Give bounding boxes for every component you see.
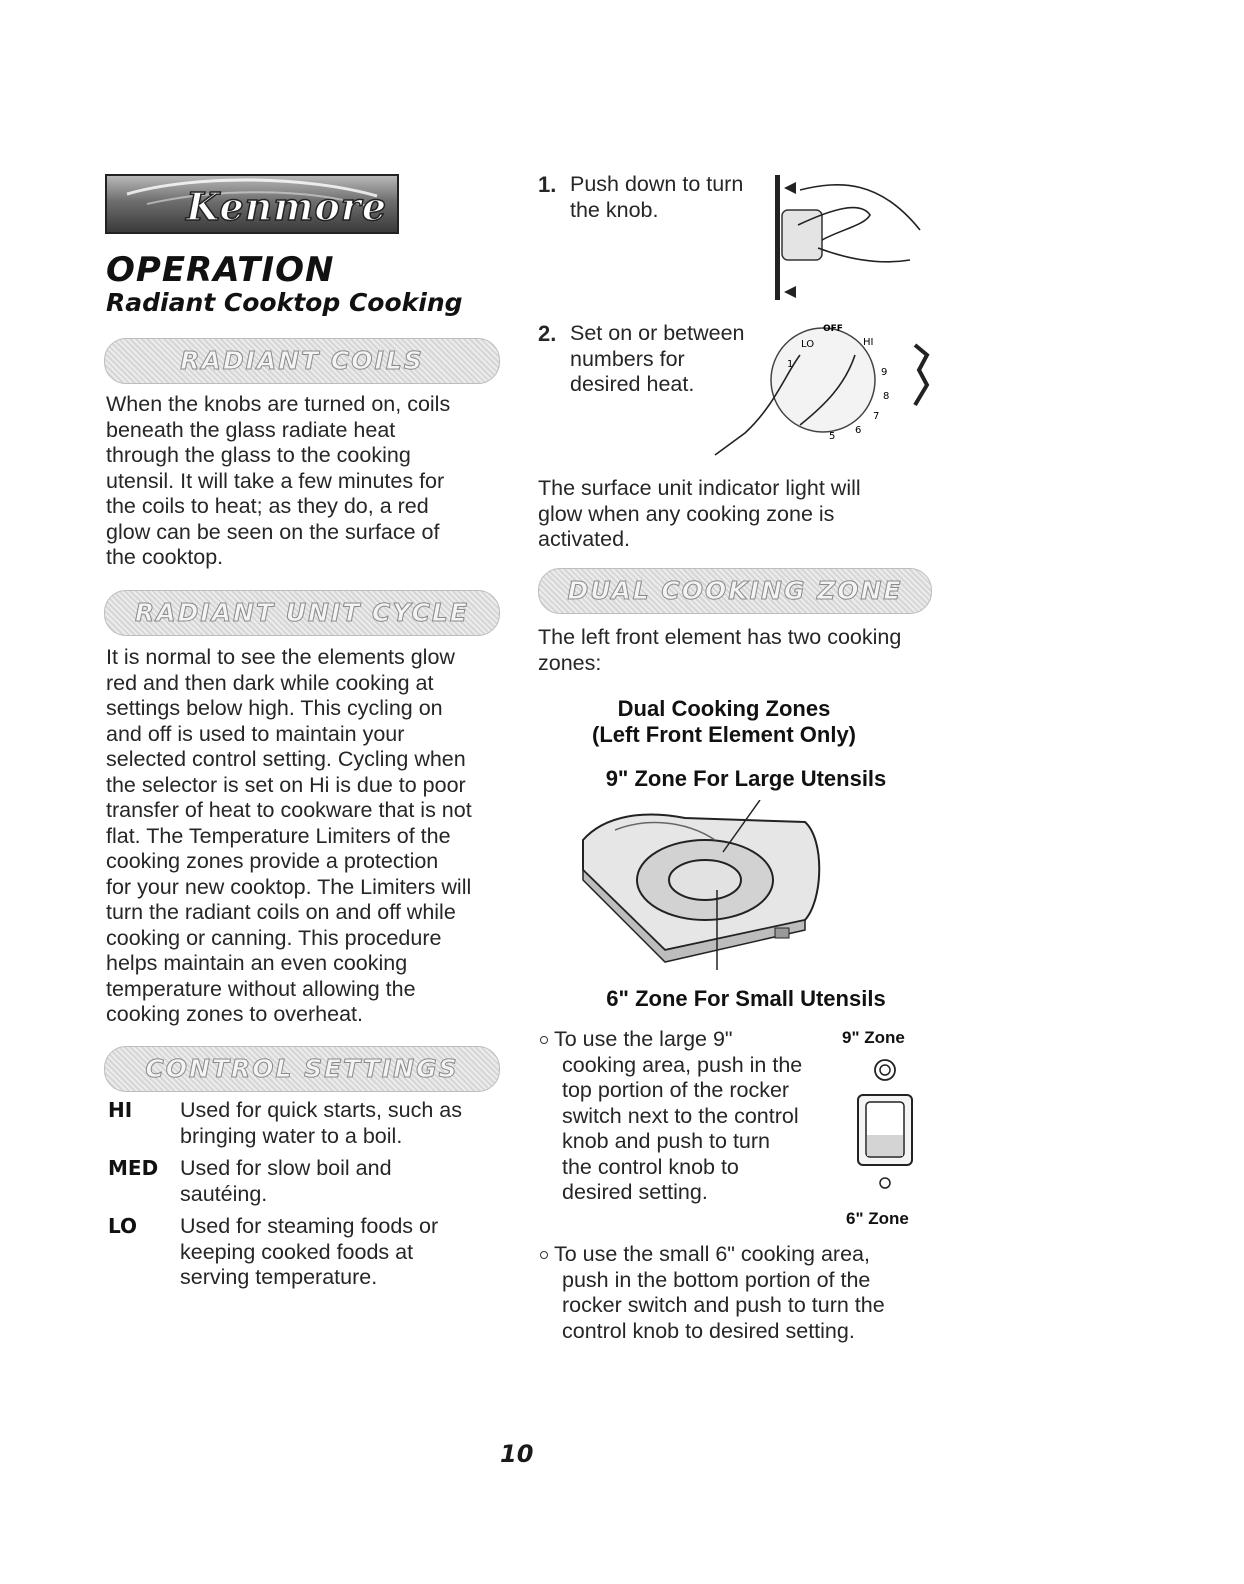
setting-term: MED <box>108 1156 159 1180</box>
knob-label-lo: LO <box>801 339 815 350</box>
small-zone-label: 6" Zone For Small Utensils <box>606 986 886 1011</box>
text-line: the control knob to <box>562 1154 739 1179</box>
text-line: glow when any cooking zone is <box>538 501 835 526</box>
step-number: 1. <box>538 172 557 197</box>
banner-control-settings <box>104 1046 500 1092</box>
push-knob-illustration <box>770 170 935 305</box>
cooktop-element-illustration <box>575 800 835 975</box>
radiant-coils-paragraph <box>106 392 506 571</box>
knob-label-5: 5 <box>829 431 836 442</box>
large-zone-label: 9" Zone For Large Utensils <box>605 766 887 791</box>
dual-zone-title-line2: (Left Front Element Only) <box>592 722 856 747</box>
text-line: serving temperature. <box>180 1265 378 1289</box>
text-line: and off is used to maintain your <box>106 721 405 746</box>
text-line: the knob. <box>570 197 659 222</box>
knob-label-7: 7 <box>873 411 880 422</box>
knob-label-8: 8 <box>883 391 890 402</box>
text-line: utensil. It will take a few minutes for <box>106 468 445 493</box>
banner-radiant-unit-cycle <box>104 590 500 636</box>
banner-radiant-coils-text: RADIANT COILS <box>180 346 424 375</box>
setting-row-lo <box>108 1214 518 1291</box>
text-line: beneath the glass radiate heat <box>106 417 396 442</box>
knob-label-off: OFF <box>823 324 843 334</box>
text-line: top portion of the rocker <box>562 1078 790 1102</box>
text-line: through the glass to the cooking <box>106 443 411 467</box>
text-line: flat. The Temperature Limiters of the <box>106 823 451 848</box>
text-line: It is normal to see the elements glow <box>106 645 455 669</box>
dual-zone-title <box>538 696 910 748</box>
text-line: push in the bottom portion of the <box>562 1267 871 1292</box>
bullet-dot <box>540 1251 548 1259</box>
step-number: 2. <box>538 321 557 346</box>
section-title: OPERATION <box>106 250 335 290</box>
text-line: switch next to the control <box>562 1103 799 1128</box>
text-line: red and then dark while cooking at <box>106 670 434 695</box>
page-subtitle: Radiant Cooktop Cooking <box>106 288 463 317</box>
text-line: helps maintain an even cooking <box>106 951 408 975</box>
knob-label-6: 6 <box>855 425 862 436</box>
bullet-dot <box>540 1036 548 1044</box>
text-line: rocker switch and push to turn the <box>562 1293 885 1317</box>
text-line: transfer of heat to cookware that is not <box>106 798 472 822</box>
text-line: Push down to turn <box>570 172 744 196</box>
text-line: Used for slow boil and <box>180 1156 392 1180</box>
text-line: control knob to desired setting. <box>562 1318 855 1343</box>
text-line: keeping cooked foods at <box>180 1239 414 1264</box>
dual-zone-intro <box>538 625 938 676</box>
text-line: the coils to heat; as they do, a red <box>106 494 429 518</box>
text-line: cooking area, push in the <box>562 1052 803 1077</box>
banner-control-settings-text: CONTROL SETTINGS <box>145 1054 459 1083</box>
setting-row-med <box>108 1156 518 1207</box>
text-line: Set on or between <box>570 321 745 345</box>
text-line: knob and push to turn <box>562 1129 770 1153</box>
dual-zone-title-line1: Dual Cooking Zones <box>617 696 831 721</box>
text-line: When the knobs are turned on, coils <box>106 392 451 416</box>
text-line: bringing water to a boil. <box>180 1123 403 1148</box>
setting-term: LO <box>108 1214 138 1238</box>
text-line: the selector is set on Hi is due to poor <box>106 772 466 797</box>
knob-label-9: 9 <box>881 367 888 378</box>
text-line: activated. <box>538 527 631 551</box>
text-line: turn the radiant coils on and off while <box>106 900 456 924</box>
banner-radiant-unit-cycle-text: RADIANT UNIT CYCLE <box>135 598 469 627</box>
control-settings-list <box>108 1098 518 1291</box>
text-line: To use the small 6" cooking area, <box>554 1242 870 1266</box>
text-line: The surface unit indicator light will <box>538 476 861 500</box>
setting-term: HI <box>108 1098 133 1122</box>
knob-label-hi: HI <box>863 337 874 348</box>
text-line: sautéing. <box>180 1181 268 1206</box>
banner-dual-cooking-zone <box>538 568 932 614</box>
knob-dial-illustration <box>705 315 935 460</box>
setting-row-hi <box>108 1098 518 1149</box>
text-line: Used for quick starts, such as <box>180 1098 462 1122</box>
text-line: cooking zones provide a protection <box>106 849 439 873</box>
text-line: temperature without allowing the <box>106 976 416 1001</box>
text-line: settings below high. This cycling on <box>106 696 443 720</box>
switch-9in-label: 9" Zone <box>842 1028 905 1047</box>
banner-radiant-coils <box>104 338 500 384</box>
rocker-switch-illustration[interactable] <box>850 1055 920 1195</box>
indicator-light-paragraph <box>538 476 938 553</box>
bullet-small-zone <box>540 1242 940 1344</box>
text-line: numbers for <box>570 346 685 371</box>
text-line: selected control setting. Cycling when <box>106 747 466 771</box>
bullet-large-zone <box>540 1027 840 1206</box>
text-line: glow can be seen on the surface of <box>106 519 440 544</box>
step-1 <box>538 172 768 223</box>
text-line: the cooktop. <box>106 545 224 569</box>
text-line: To use the large 9" <box>554 1027 733 1051</box>
text-line: zones: <box>538 650 602 675</box>
switch-6in-label: 6" Zone <box>846 1209 909 1228</box>
logo-text: Kenmore <box>186 184 387 229</box>
text-line: desired heat. <box>570 372 695 396</box>
radiant-unit-cycle-paragraph <box>106 645 506 1028</box>
text-line: The left front element has two cooking <box>538 625 902 649</box>
text-line: desired setting. <box>562 1180 708 1204</box>
banner-dual-cooking-zone-text: DUAL COOKING ZONE <box>567 576 903 605</box>
kenmore-logo <box>105 174 399 234</box>
text-line: cooking zones to overheat. <box>106 1002 363 1026</box>
knob-label-1: 1 <box>787 359 794 370</box>
text-line: cooking or canning. This procedure <box>106 925 442 950</box>
text-line: for your new cooktop. The Limiters will <box>106 874 472 899</box>
text-line: Used for steaming foods or <box>180 1214 439 1238</box>
page-number: 10 <box>500 1440 534 1468</box>
